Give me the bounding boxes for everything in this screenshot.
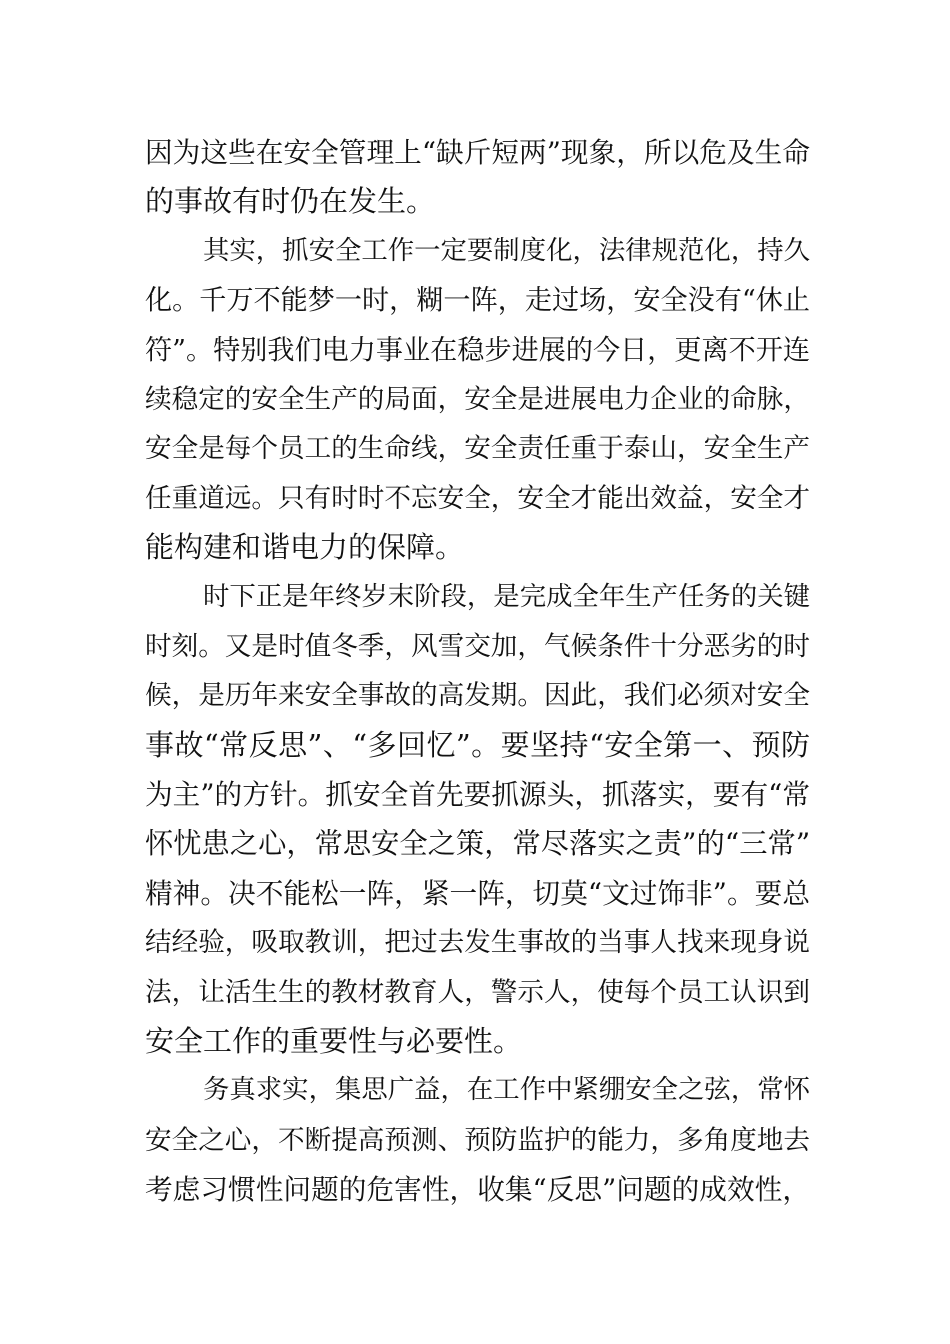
text-line: 的事故有时仍在发生。 — [145, 184, 436, 219]
text-line: 安全工作的重要性与必要性。 — [145, 1024, 523, 1059]
text-line: 时下正是年终岁末阶段，是完成全年生产任务的关键 — [203, 581, 810, 612]
text-line: 怀忧患之心，常思安全之策，常尽落实之责”的“三常” — [145, 827, 811, 861]
text-line: 安全之心，不断提高预测、预防监护的能力，多角度地去 — [145, 1124, 810, 1156]
text-line: 精神。决不能松一阵，紧一阵，切莫“文过饰非”。要总 — [145, 876, 810, 910]
text-line: 候，是历年来安全事故的高发期。因此，我们必须对安全 — [145, 680, 810, 712]
text-line: 安全是每个员工的生命线，安全责任重于泰山，安全生产 — [145, 433, 810, 465]
paragraph-1 — [145, 128, 810, 227]
body-text — [145, 128, 810, 1215]
text-line: 任重道远。只有时时不忘安全，安全才能出效益，安全才 — [145, 482, 810, 514]
text-line: 因为这些在安全管理上“缺斤短两”现象，所以危及生命 — [145, 136, 810, 169]
text-line: 续稳定的安全生产的局面，安全是进展电力企业的命脉， — [145, 383, 810, 415]
text-line: 化。千万不能梦一时，糊一阵，走过场，安全没有“休止 — [145, 285, 810, 317]
text-line: 为主”的方针。抓安全首先要抓源头，抓落实，要有“常 — [145, 778, 810, 812]
paragraph-2 — [145, 227, 810, 573]
text-line: 其实，抓安全工作一定要制度化，法律规范化，持久 — [203, 235, 810, 266]
text-line: 事故“常反思”、“多回忆”。要坚持“安全第一、预防 — [145, 727, 810, 762]
text-line: 能构建和谐电力的保障。 — [145, 530, 465, 565]
text-line: 务真求实，集思广益，在工作中紧绷安全之弦，常怀 — [203, 1075, 810, 1106]
text-line: 时刻。又是时值冬季，风雪交加，气候条件十分恶劣的时 — [145, 630, 810, 662]
text-line: 考虑习惯性问题的危害性，收集“反思”问题的成效性， — [145, 1173, 810, 1207]
paragraph-3 — [145, 573, 810, 1067]
text-line: 法，让活生生的教材教育人，警示人，使每个员工认识到 — [145, 976, 810, 1008]
text-line: 符”。特别我们电力事业在稳步进展的今日，更离不开连 — [145, 334, 810, 366]
text-line: 结经验，吸取教训，把过去发生事故的当事人找来现身说 — [145, 927, 810, 959]
paragraph-4 — [145, 1066, 810, 1214]
